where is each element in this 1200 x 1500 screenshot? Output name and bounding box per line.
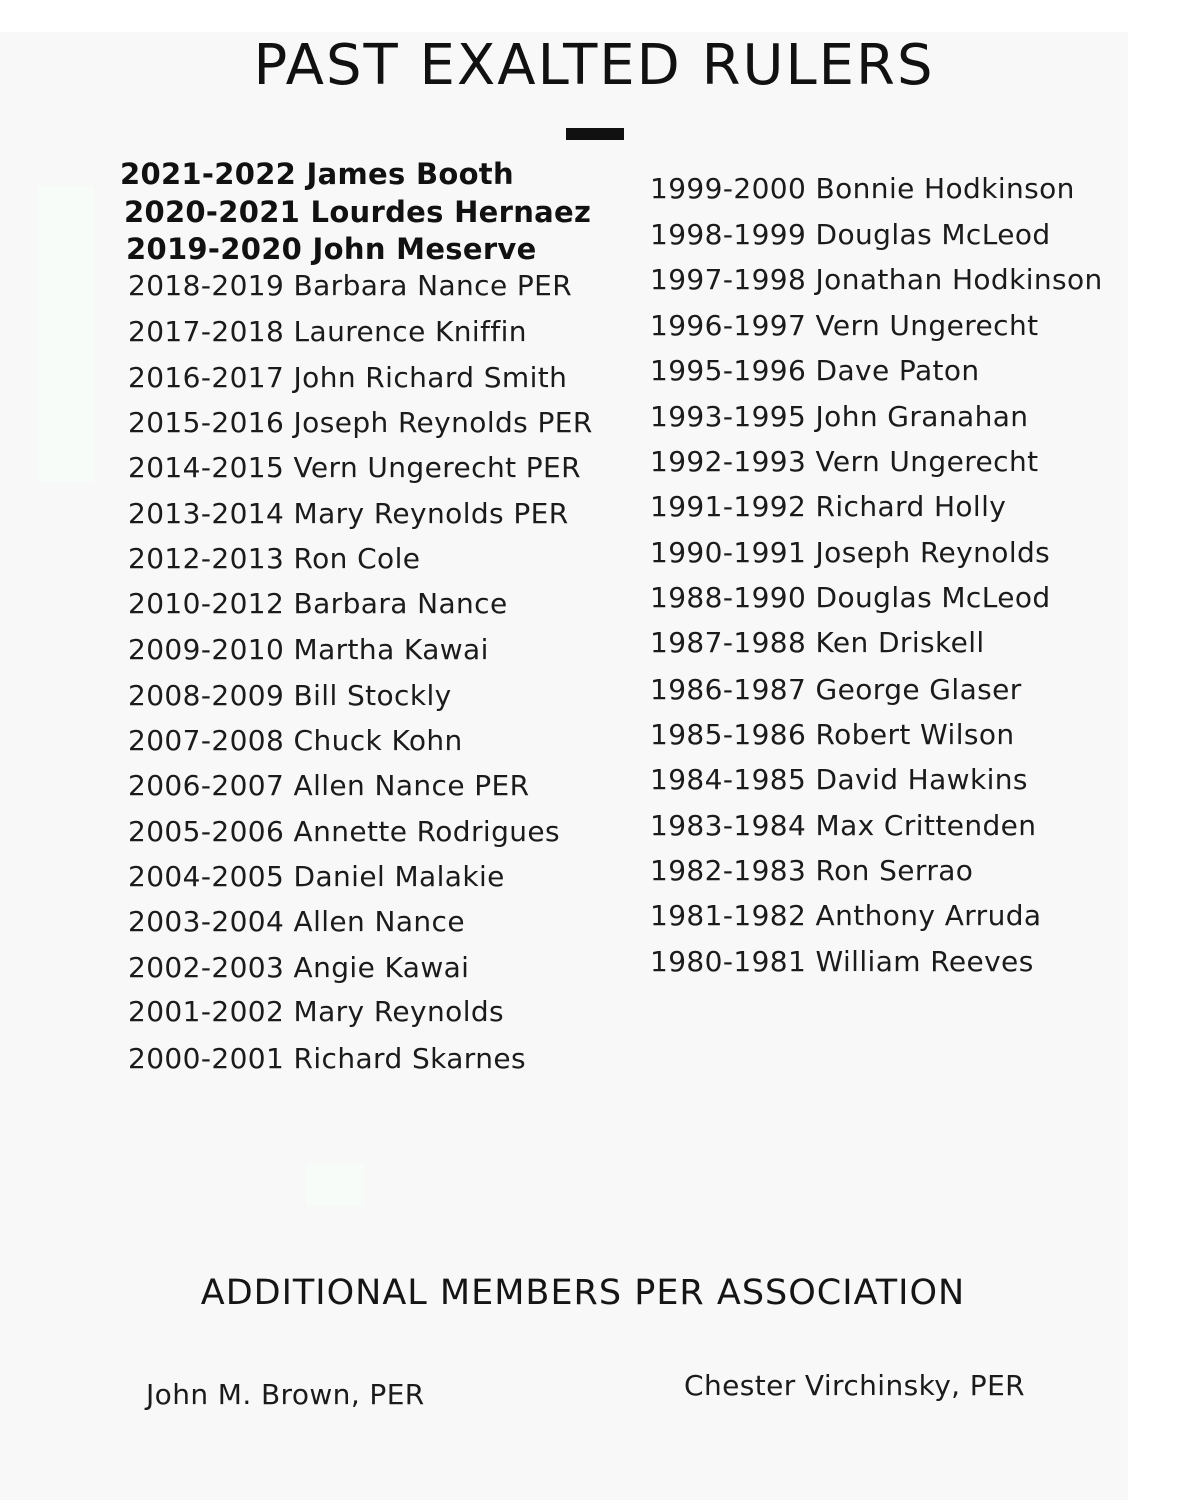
- additional-member: John M. Brown, PER: [146, 1378, 425, 1411]
- ruler-entry: 1990-1991 Joseph Reynolds: [650, 536, 1051, 569]
- ruler-entry: 2000-2001 Richard Skarnes: [128, 1042, 526, 1075]
- ruler-entry: 1999-2000 Bonnie Hodkinson: [650, 172, 1075, 205]
- ruler-entry: 1991-1992 Richard Holly: [650, 490, 1007, 523]
- ruler-entry: 2006-2007 Allen Nance PER: [128, 769, 530, 802]
- title-divider: [566, 128, 624, 140]
- ruler-entry: 2017-2018 Laurence Kniffin: [128, 315, 527, 348]
- ruler-entry: 1981-1982 Anthony Arruda: [650, 899, 1042, 932]
- section-heading: ADDITIONAL MEMBERS PER ASSOCIATION: [200, 1273, 966, 1313]
- ruler-entry: 2018-2019 Barbara Nance PER: [128, 269, 573, 302]
- ruler-entry: 1985-1986 Robert Wilson: [650, 718, 1015, 751]
- ruler-entry: 2016-2017 John Richard Smith: [128, 361, 568, 394]
- ruler-entry: 2014-2015 Vern Ungerecht PER: [128, 451, 582, 484]
- ruler-entry: 2004-2005 Daniel Malakie: [128, 860, 505, 893]
- ruler-entry: 2009-2010 Martha Kawai: [128, 633, 489, 666]
- page-title: PAST EXALTED RULERS: [253, 33, 935, 98]
- ruler-entry: 1993-1995 John Granahan: [650, 400, 1029, 433]
- ruler-entry: 2008-2009 Bill Stockly: [128, 679, 452, 712]
- ruler-entry: 1986-1987 George Glaser: [650, 673, 1022, 706]
- ruler-entry: 1984-1985 David Hawkins: [650, 763, 1028, 796]
- ruler-entry: 2007-2008 Chuck Kohn: [128, 724, 463, 757]
- ruler-entry: 2019-2020 John Meserve: [126, 232, 537, 266]
- ruler-entry: 2002-2003 Angie Kawai: [128, 951, 470, 984]
- ruler-entry: 1995-1996 Dave Paton: [650, 354, 980, 387]
- ruler-entry: 2010-2012 Barbara Nance: [128, 587, 508, 620]
- ruler-entry: 2013-2014 Mary Reynolds PER: [128, 497, 569, 530]
- faint-artifact: [306, 1164, 364, 1206]
- ruler-entry: 1983-1984 Max Crittenden: [650, 809, 1037, 842]
- ruler-entry: 1980-1981 William Reeves: [650, 945, 1034, 978]
- ruler-entry: 2021-2022 James Booth: [120, 157, 514, 191]
- ruler-entry: 1997-1998 Jonathan Hodkinson: [650, 263, 1103, 296]
- ruler-entry: 2001-2002 Mary Reynolds: [128, 995, 505, 1028]
- ruler-entry: 2020-2021 Lourdes Hernaez: [124, 195, 592, 229]
- ruler-entry: 1988-1990 Douglas McLeod: [650, 581, 1051, 614]
- ruler-entry: 1996-1997 Vern Ungerecht: [650, 309, 1039, 342]
- ruler-entry: 1987-1988 Ken Driskell: [650, 626, 985, 659]
- rulers-list-right: [650, 172, 1120, 995]
- ruler-entry: 2015-2016 Joseph Reynolds PER: [128, 406, 593, 439]
- rulers-list-left: [120, 157, 628, 1090]
- ruler-entry: 2012-2013 Ron Cole: [128, 542, 421, 575]
- ruler-entry: 1992-1993 Vern Ungerecht: [650, 445, 1039, 478]
- faint-artifact: [38, 186, 94, 482]
- additional-member: Chester Virchinsky, PER: [684, 1369, 1026, 1402]
- ruler-entry: 1982-1983 Ron Serrao: [650, 854, 974, 887]
- ruler-entry: 2005-2006 Annette Rodrigues: [128, 815, 561, 848]
- ruler-entry: 2003-2004 Allen Nance: [128, 905, 465, 938]
- ruler-entry: 1998-1999 Douglas McLeod: [650, 218, 1051, 251]
